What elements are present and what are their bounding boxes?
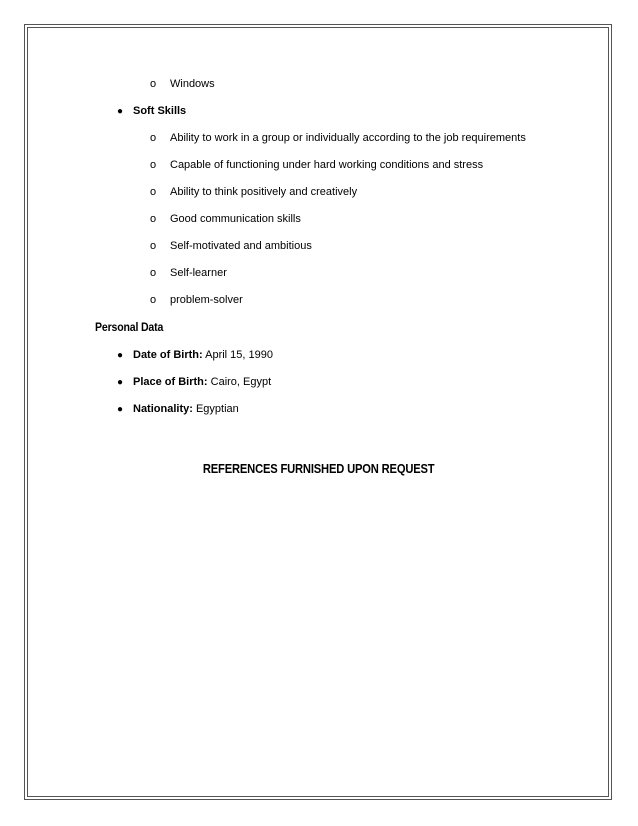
references-statement	[0, 461, 638, 476]
field-value: April 15, 1990	[205, 349, 274, 361]
soft-skill-item: o Capable of functioning under hard working conditions and stress	[150, 159, 484, 171]
sub-bullet-marker: o	[150, 213, 157, 225]
soft-skill-item: o Ability to work in a group or individually according to the job requirements	[150, 132, 526, 144]
bullet-marker: ●	[117, 350, 124, 361]
soft-skill-item: o problem-solver	[150, 294, 243, 306]
personal-data-item	[117, 402, 239, 417]
field-label: Place of Birth:	[133, 376, 208, 388]
sub-bullet-marker: o	[150, 132, 157, 144]
soft-skill-item: o Self-motivated and ambitious	[150, 240, 312, 252]
field-value: Egyptian	[195, 403, 239, 415]
references-text: REFERENCES FURNISHED UPON REQUEST	[203, 461, 435, 476]
bullet-marker: ●	[117, 377, 124, 388]
bullet-marker: ●	[117, 404, 124, 415]
soft-skill-item: o Ability to think positively and creatively	[150, 186, 358, 198]
soft-skills-bullet	[117, 104, 186, 119]
sub-bullet-marker: o	[150, 78, 157, 90]
sub-bullet-marker: o	[150, 267, 157, 279]
sub-bullet-marker: o	[150, 159, 157, 171]
bullet-marker: ●	[117, 106, 124, 117]
sub-bullet-marker: o	[150, 294, 157, 306]
sub-bullet-marker: o	[150, 186, 157, 198]
soft-skill-item: o Self-learner	[150, 267, 227, 279]
field-label: Date of Birth:	[133, 349, 203, 361]
personal-data-item	[117, 348, 273, 363]
personal-data-heading: Personal Data	[95, 320, 164, 334]
personal-data-item	[117, 375, 271, 390]
field-label: Nationality:	[133, 403, 193, 415]
list-item-windows: o Windows	[150, 78, 215, 90]
soft-skills-label: Soft Skills	[133, 105, 187, 117]
sub-bullet-marker: o	[150, 240, 157, 252]
soft-skill-item: o Good communication skills	[150, 213, 301, 225]
field-value: Cairo, Egypt	[210, 376, 272, 388]
